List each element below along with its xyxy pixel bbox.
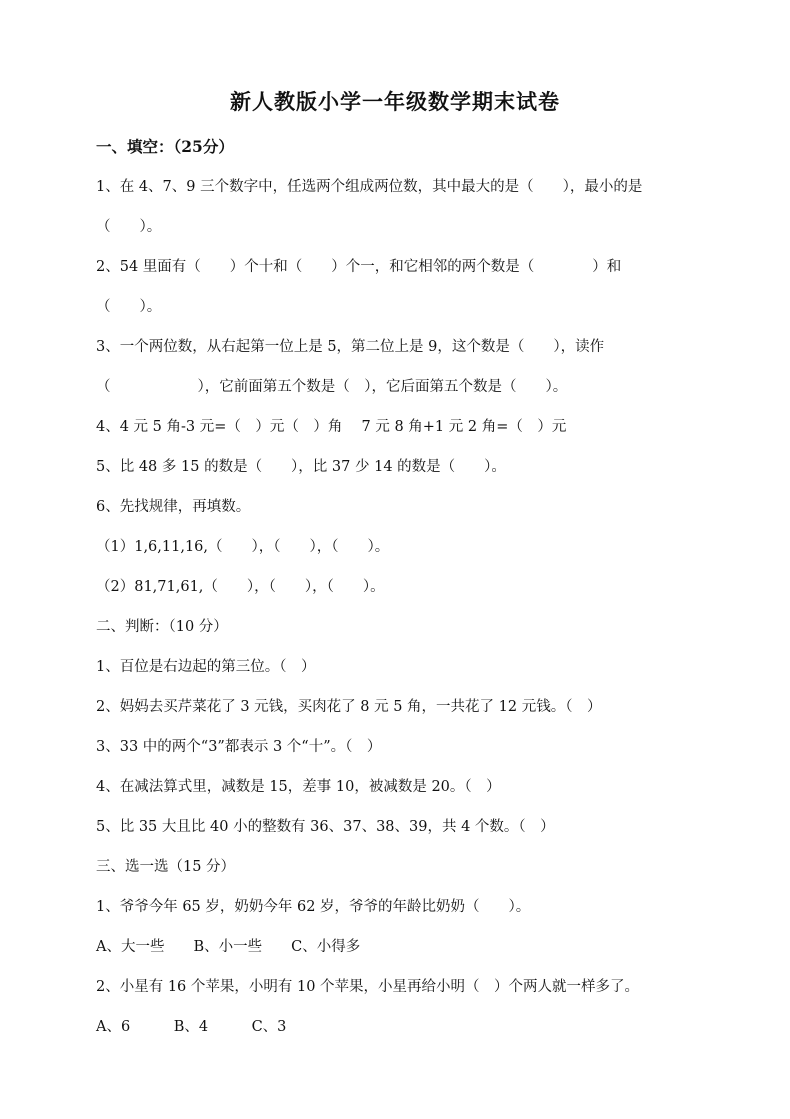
question-line: （ ）。 <box>96 219 162 235</box>
page-title: 新人教版小学一年级数学期末试卷 <box>230 89 560 114</box>
question-line: （ ）。 <box>96 299 162 315</box>
question-line: 4、4 元 5 角-3 元=（ ）元（ ）角 7 元 8 角+1 元 2 角=（ ）元 <box>96 419 567 435</box>
question-line: 5、比 35 大且比 40 小的整数有 36、37、38、39，共 4 个数。（ ） <box>96 819 555 835</box>
question-line: 3、33 中的两个“3”都表示 3 个“十”。（ ） <box>96 739 382 755</box>
question-line: 6、先找规律，再填数。 <box>96 499 251 515</box>
choice-options: A、大一些 B、小一些 C、小得多 <box>96 939 361 955</box>
question-line: 2、妈妈去买芹菜花了 3 元钱，买肉花了 8 元 5 角，一共花了 12 元钱。（ ） <box>96 699 602 715</box>
question-line: 1、百位是右边起的第三位。（ ） <box>96 659 316 675</box>
question-line: （2）81,71,61,（ ），（ ），（ ）。 <box>96 579 385 595</box>
section-heading-judgement: 二、判断：（10 分） <box>96 619 228 635</box>
section-heading-multiple-choice: 三、选一选（15 分） <box>96 859 236 875</box>
question-line: （1）1,6,11,16,（ ），（ ），（ ）。 <box>96 539 390 555</box>
question-line: 3、一个两位数，从右起第一位上是 5，第二位上是 9，这个数是（ ），读作 <box>96 339 605 355</box>
question-line: 1、在 4、7、9 三个数字中，任选两个组成两位数，其中最大的是（ ），最小的是 <box>96 179 643 195</box>
question-line: （ ），它前面第五个数是（ ），它后面第五个数是（ ）。 <box>96 379 568 395</box>
choice-options: A、6 B、4 C、3 <box>96 1019 287 1035</box>
section-heading-fill-in: 一、填空：（25分） <box>96 137 234 156</box>
question-line: 4、在减法算式里，减数是 15，差事 10，被减数是 20。（ ） <box>96 779 501 795</box>
question-line: 2、小星有 16 个苹果，小明有 10 个苹果，小星再给小明（ ）个两人就一样多了。 <box>96 979 640 995</box>
question-line: 5、比 48 多 15 的数是（ ），比 37 少 14 的数是（ ）。 <box>96 459 506 475</box>
question-line: 1、爷爷今年 65 岁，奶奶今年 62 岁，爷爷的年龄比奶奶（ ）。 <box>96 899 531 915</box>
question-line: 2、54 里面有（ ）个十和（ ）个一，和它相邻的两个数是（ ）和 <box>96 259 622 275</box>
